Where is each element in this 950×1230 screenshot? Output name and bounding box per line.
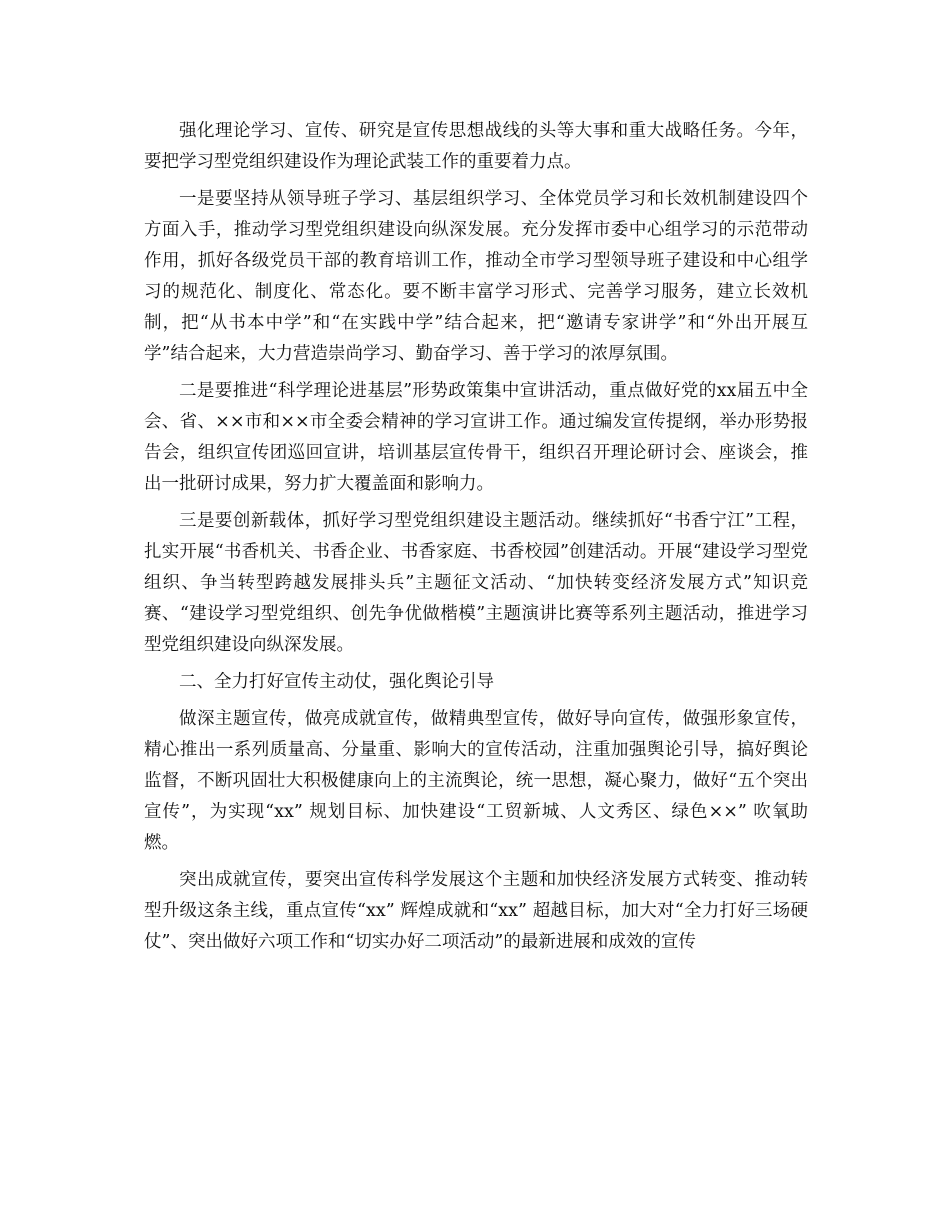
paragraph-achievement-publicity: 突出成就宣传，要突出宣传科学发展这个主题和加快经济发展方式转变、推动转型升级这条主线，重点宣传“xx” 辉煌成就和“xx” 超越目标，加大对“全力打好三场硬仗”、突出做好六项工作和“切实办好二项活动”的最新进展和成效的宣传	[144, 870, 808, 952]
section-heading-two: 二、全力打好宣传主动仗，强化舆论引导	[179, 672, 494, 692]
paragraph-theme-publicity: 做深主题宣传，做亮成就宣传，做精典型宣传，做好导向宣传，做强形象宣传，精心推出一系列质量高、分量重、影响大的宣传活动，注重加强舆论引导，搞好舆论监督，不断巩固壮大积极健康向上的主流舆论，统一思想，凝心聚力，做好“五个突出宣传”，为实现“xx” 规划目标、加快建设“工贸新城、人文秀区、绿色××” 吹氧助燃。	[144, 709, 808, 853]
document-page	[144, 116, 808, 964]
paragraph-point-three: 三是要创新载体，抓好学习型党组织建设主题活动。继续抓好“书香宁江”工程，扎实开展“书香机关、书香企业、书香家庭、书香校园”创建活动。开展“建设学习型党组织、争当转型跨越发展排头兵”主题征文活动、“加快转变经济发展方式”知识竞赛、“建设学习型党组织、创先争优做楷模”主题演讲比赛等系列主题活动，推进学习型党组织建设向纵深发展。	[144, 511, 808, 655]
paragraph-theory-study: 强化理论学习、宣传、研究是宣传思想战线的头等大事和重大战略任务。今年，要把学习型党组织建设作为理论武装工作的重要着力点。	[144, 121, 808, 172]
paragraph-point-two: 二是要推进“科学理论进基层”形势政策集中宣讲活动，重点做好党的xx届五中全会、省、××市和××市全委会精神的学习宣讲工作。通过编发宣传提纲，举办形势报告会，组织宣传团巡回宣讲，培训基层宣传骨干，组织召开理论研讨会、座谈会，推出一批研讨成果，努力扩大覆盖面和影响力。	[144, 381, 808, 494]
paragraph-point-one: 一是要坚持从领导班子学习、基层组织学习、全体党员学习和长效机制建设四个方面入手，推动学习型党组织建设向纵深发展。充分发挥市委中心组学习的示范带动作用，抓好各级党员干部的教育培训工作，推动全市学习型领导班子建设和中心组学习的规范化、制度化、常态化。要不断丰富学习形式、完善学习服务，建立长效机制，把“从书本中学”和“在实践中学”结合起来，把“邀请专家讲学”和“外出开展互学”结合起来，大力营造崇尚学习、勤奋学习、善于学习的浓厚氛围。	[144, 189, 808, 364]
